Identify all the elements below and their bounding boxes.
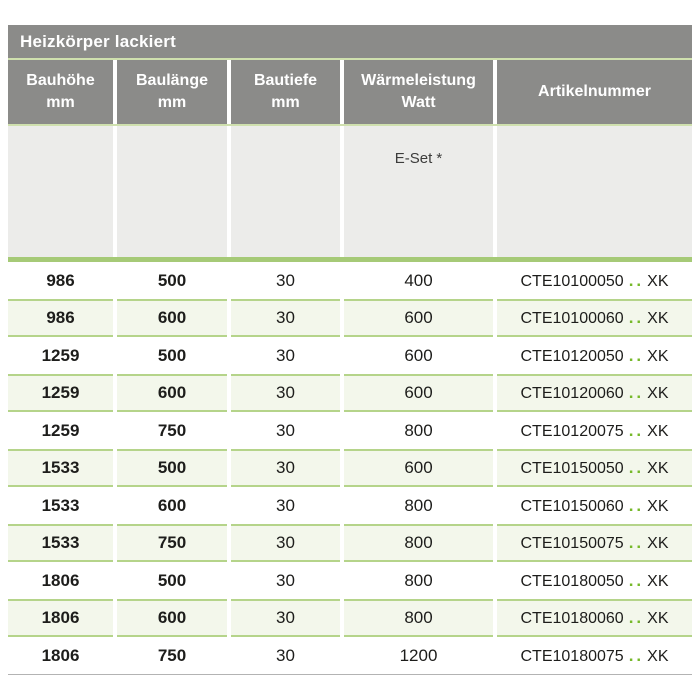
cell-artikelnummer xyxy=(497,637,692,674)
cell-artikelnummer xyxy=(497,449,692,487)
artikel-dots: .. xyxy=(628,271,645,290)
artikel-dots: .. xyxy=(628,346,645,365)
artikel-code: CTE10100060 xyxy=(520,310,624,327)
cell-baulaenge: 500 xyxy=(117,337,227,374)
cell-artikelnummer xyxy=(497,374,692,412)
cell-bauhoehe: 1259 xyxy=(8,412,113,449)
cell-baulaenge: 500 xyxy=(117,562,227,599)
artikel-code: CTE10150075 xyxy=(520,535,624,552)
artikel-suffix: XK xyxy=(647,498,669,515)
cell-artikelnummer xyxy=(497,599,692,637)
artikel-code: CTE10150060 xyxy=(520,498,624,515)
cell-artikelnummer xyxy=(497,337,692,374)
cell-bautiefe: 30 xyxy=(231,262,340,299)
cell-baulaenge: 750 xyxy=(117,637,227,674)
column-header-waermeleistung: Wärmeleistung Watt xyxy=(344,60,493,124)
cell-bauhoehe: 1806 xyxy=(8,599,113,637)
artikel-code: CTE10150050 xyxy=(520,460,624,477)
artikel-dots: .. xyxy=(628,458,645,477)
artikel-dots: .. xyxy=(628,308,645,327)
cell-baulaenge: 750 xyxy=(117,524,227,562)
cell-watt: 1200 xyxy=(344,637,493,674)
cell-bautiefe: 30 xyxy=(231,524,340,562)
cell-artikelnummer xyxy=(497,487,692,524)
table-row xyxy=(8,449,692,487)
subheader-row xyxy=(8,126,692,257)
artikel-suffix: XK xyxy=(647,535,669,552)
cell-watt: 600 xyxy=(344,299,493,337)
cell-bauhoehe: 1806 xyxy=(8,637,113,674)
cell-bauhoehe: 986 xyxy=(8,299,113,337)
cell-watt: 800 xyxy=(344,487,493,524)
table-row xyxy=(8,412,692,449)
artikel-suffix: XK xyxy=(647,273,669,290)
table-title-bar xyxy=(8,25,692,58)
cell-watt: 800 xyxy=(344,524,493,562)
cell-watt: 600 xyxy=(344,449,493,487)
table-title: Heizkörper lackiert xyxy=(20,32,176,51)
artikel-suffix: XK xyxy=(647,423,669,440)
cell-artikelnummer xyxy=(497,412,692,449)
artikel-dots: .. xyxy=(628,646,645,665)
artikel-suffix: XK xyxy=(647,310,669,327)
cell-bautiefe: 30 xyxy=(231,299,340,337)
cell-baulaenge: 750 xyxy=(117,412,227,449)
artikel-suffix: XK xyxy=(647,648,669,665)
cell-bauhoehe: 1533 xyxy=(8,449,113,487)
cell-artikelnummer xyxy=(497,262,692,299)
table-row xyxy=(8,487,692,524)
cell-bautiefe: 30 xyxy=(231,374,340,412)
table-row xyxy=(8,337,692,374)
cell-artikelnummer xyxy=(497,524,692,562)
artikel-code: CTE10180050 xyxy=(520,573,624,590)
cell-baulaenge: 600 xyxy=(117,599,227,637)
artikel-dots: .. xyxy=(628,421,645,440)
table-row xyxy=(8,299,692,337)
subheader-cell-bauhoehe xyxy=(8,126,113,257)
cell-watt: 600 xyxy=(344,374,493,412)
table-bottom-line xyxy=(8,674,692,675)
cell-bauhoehe: 1533 xyxy=(8,487,113,524)
table-row xyxy=(8,599,692,637)
table-row xyxy=(8,374,692,412)
subheader-cell-bautiefe xyxy=(231,126,340,257)
cell-bauhoehe: 986 xyxy=(8,262,113,299)
cell-baulaenge: 600 xyxy=(117,299,227,337)
artikel-dots: .. xyxy=(628,533,645,552)
artikel-dots: .. xyxy=(628,383,645,402)
table-row xyxy=(8,562,692,599)
cell-artikelnummer xyxy=(497,299,692,337)
subheader-cell-artikelnummer xyxy=(497,126,692,257)
artikel-code: CTE10180060 xyxy=(520,610,624,627)
cell-artikelnummer xyxy=(497,562,692,599)
artikel-dots: .. xyxy=(628,571,645,590)
artikel-suffix: XK xyxy=(647,610,669,627)
artikel-code: CTE10100050 xyxy=(520,273,624,290)
artikel-suffix: XK xyxy=(647,385,669,402)
column-header-row xyxy=(8,60,692,124)
cell-baulaenge: 500 xyxy=(117,449,227,487)
cell-baulaenge: 500 xyxy=(117,262,227,299)
cell-watt: 400 xyxy=(344,262,493,299)
cell-watt: 800 xyxy=(344,599,493,637)
cell-bautiefe: 30 xyxy=(231,599,340,637)
cell-bauhoehe: 1806 xyxy=(8,562,113,599)
column-header-artikelnummer: Artikelnummer xyxy=(497,60,692,124)
cell-baulaenge: 600 xyxy=(117,487,227,524)
artikel-suffix: XK xyxy=(647,348,669,365)
artikel-dots: .. xyxy=(628,608,645,627)
cell-baulaenge: 600 xyxy=(117,374,227,412)
column-header-bauhoehe: Bauhöhe mm xyxy=(8,60,113,124)
eset-note: E-Set * xyxy=(394,150,443,167)
artikel-suffix: XK xyxy=(647,460,669,477)
artikel-dots: .. xyxy=(628,496,645,515)
cell-watt: 800 xyxy=(344,562,493,599)
artikel-code: CTE10180075 xyxy=(520,648,624,665)
radiator-spec-table xyxy=(8,25,692,675)
cell-bautiefe: 30 xyxy=(231,337,340,374)
subheader-cell-eset xyxy=(344,126,493,257)
table-row xyxy=(8,262,692,299)
cell-bauhoehe: 1259 xyxy=(8,374,113,412)
table-row xyxy=(8,524,692,562)
cell-bautiefe: 30 xyxy=(231,449,340,487)
artikel-code: CTE10120050 xyxy=(520,348,624,365)
cell-watt: 600 xyxy=(344,337,493,374)
column-header-baulaenge: Baulänge mm xyxy=(117,60,227,124)
cell-bauhoehe: 1533 xyxy=(8,524,113,562)
cell-watt: 800 xyxy=(344,412,493,449)
cell-bautiefe: 30 xyxy=(231,487,340,524)
artikel-code: CTE10120075 xyxy=(520,423,624,440)
cell-bautiefe: 30 xyxy=(231,637,340,674)
cell-bauhoehe: 1259 xyxy=(8,337,113,374)
table-body xyxy=(8,262,692,674)
table-row xyxy=(8,637,692,674)
artikel-code: CTE10120060 xyxy=(520,385,624,402)
column-header-bautiefe: Bautiefe mm xyxy=(231,60,340,124)
cell-bautiefe: 30 xyxy=(231,562,340,599)
subheader-cell-baulaenge xyxy=(117,126,227,257)
artikel-suffix: XK xyxy=(647,573,669,590)
cell-bautiefe: 30 xyxy=(231,412,340,449)
